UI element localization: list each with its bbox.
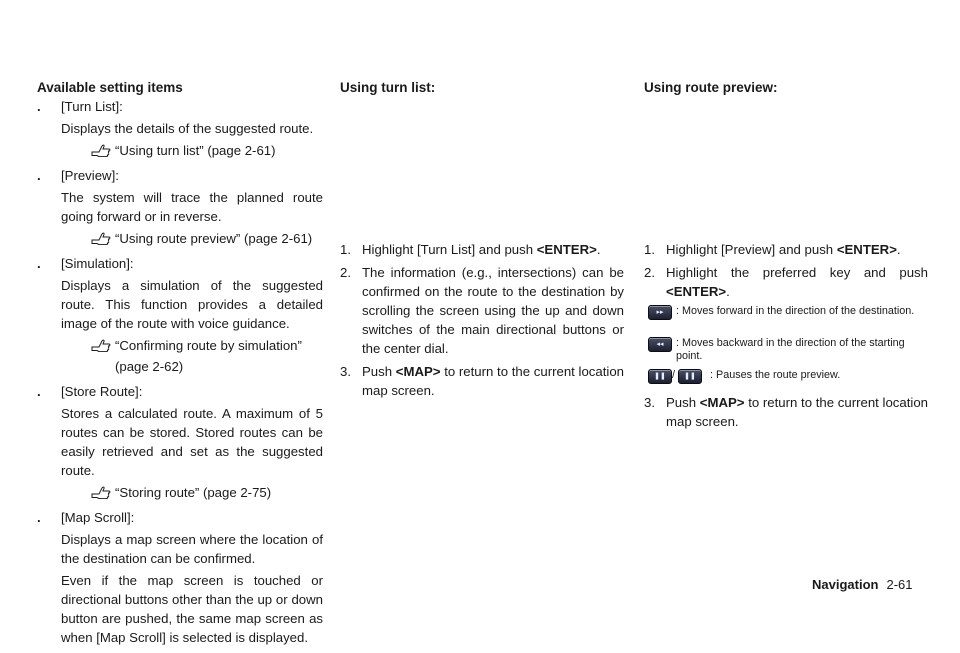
step-item: [644, 393, 928, 431]
step-number: 2.: [644, 265, 655, 280]
setting-item-header: [37, 508, 323, 527]
setting-item-body: [37, 276, 323, 376]
setting-item: [37, 97, 323, 160]
key-description: : Moves forward in the direction of the destination.: [676, 305, 915, 317]
turn-list-steps: [340, 240, 624, 404]
step-number: 2.: [340, 265, 351, 280]
hand-pointer-reference-icon: [91, 231, 111, 245]
setting-item-body: [37, 188, 323, 248]
setting-description: Displays a map screen where the location of the destination can be confirmed.: [61, 532, 323, 566]
bullet-marker: .: [37, 168, 41, 183]
section-heading-turn-list: Using turn list:: [340, 80, 436, 95]
setting-item: [37, 254, 323, 376]
reference-text: “Using route preview” (page 2-61): [115, 231, 313, 246]
step-text: Push: [666, 395, 700, 410]
step-item: [340, 240, 624, 259]
settings-list: [37, 97, 323, 653]
step-text-end: .: [726, 284, 730, 299]
step-text: Highlight [Turn List] and push: [362, 242, 537, 257]
setting-item-label: [Map Scroll]:: [61, 510, 135, 525]
page-reference: [61, 141, 323, 160]
page-footer: [812, 577, 913, 592]
bullet-marker: .: [37, 256, 41, 271]
step-item: [644, 263, 928, 301]
hand-pointer-reference-icon: [91, 143, 111, 157]
pause-backward-button-icon: ❚❚: [678, 369, 702, 384]
setting-item: [37, 166, 323, 248]
step-text-end: to return to the current location map screen.: [362, 364, 624, 398]
step-text: Highlight the preferred key and push: [666, 265, 928, 280]
step-text-end: to return to the current location map screen.: [666, 395, 928, 429]
key-name: <MAP>: [699, 395, 745, 410]
page-reference: [61, 229, 323, 248]
setting-item-body: [37, 119, 323, 160]
reference-text: “Confirming route by simulation”: [115, 338, 302, 353]
reference-text: “Storing route” (page 2-75): [115, 485, 272, 500]
page-reference: [61, 483, 323, 502]
key-name: <ENTER>: [836, 242, 897, 257]
page-reference: [61, 336, 323, 355]
forward-button-icon: ▸▸: [648, 305, 672, 320]
setting-item-label: [Turn List]:: [61, 99, 123, 114]
setting-item-header: [37, 382, 323, 401]
key-name: <ENTER>: [536, 242, 597, 257]
setting-description: Stores a calculated route. A maximum of 5 routes can be stored. Stored routes can be easily retrieved and set as the suggested route.: [61, 406, 323, 478]
section-heading-route-preview: Using route preview:: [644, 80, 778, 95]
step-number: 1.: [644, 242, 655, 257]
step-number: 1.: [340, 242, 351, 257]
key-row-pause: [644, 369, 928, 387]
key-description: : Moves backward in the direction of the starting point.: [676, 337, 905, 362]
setting-item-label: [Simulation]:: [61, 256, 134, 271]
step-text-end: .: [896, 242, 901, 257]
pause-forward-button-icon: ❚❚: [648, 369, 672, 384]
setting-description: Even if the map screen is touched or directional buttons other than the up or down button are pushed, the same map screen as when [Map Scroll] is selected is displayed.: [61, 573, 323, 645]
step-text: Highlight [Preview] and push: [666, 242, 837, 257]
step-item: [340, 263, 624, 358]
setting-item-label: [Store Route]:: [61, 384, 143, 399]
step-text: The information (e.g., intersections) can be confirmed on the route to the destination by scrolling the screen using the up and down switches of the main directional buttons or the center dial.: [362, 265, 624, 356]
reference-text: “Using turn list” (page 2-61): [115, 143, 276, 158]
setting-item: [37, 382, 323, 502]
key-separator: /: [672, 369, 675, 381]
bullet-marker: .: [37, 384, 41, 399]
step-number: 3.: [644, 395, 655, 410]
footer-section-name: Navigation: [812, 577, 879, 592]
reference-text-continued: (page 2-62): [115, 359, 184, 374]
step-item: [644, 240, 928, 259]
page-number: 2-61: [886, 577, 913, 592]
step-text: Push: [362, 364, 396, 379]
setting-description: The system will trace the planned route going forward or in reverse.: [61, 190, 323, 224]
setting-item-body: [37, 404, 323, 502]
step-text-end: .: [596, 242, 601, 257]
section-heading-available-settings: Available setting items: [37, 80, 183, 95]
key-row-backward: [644, 337, 928, 365]
setting-item-header: [37, 254, 323, 273]
bullet-marker: .: [37, 510, 41, 525]
setting-description: Displays a simulation of the suggested route. This function provides a detailed image of the route with voice guidance.: [61, 278, 323, 331]
backward-button-icon: ◂◂: [648, 337, 672, 352]
setting-description: Displays the details of the suggested route.: [61, 121, 314, 136]
key-name: <ENTER>: [666, 284, 727, 299]
setting-item-header: [37, 97, 323, 116]
setting-item-body: [37, 530, 323, 647]
hand-pointer-reference-icon: [91, 338, 111, 352]
key-row-forward: [644, 305, 928, 333]
step-number: 3.: [340, 364, 351, 379]
step-item: [340, 362, 624, 400]
bullet-marker: .: [37, 99, 41, 114]
hand-pointer-reference-icon: [91, 485, 111, 499]
key-description: : Pauses the route preview.: [710, 369, 841, 381]
route-preview-steps: [644, 240, 928, 435]
setting-item: [37, 508, 323, 647]
setting-item-label: [Preview]:: [61, 168, 119, 183]
setting-item-header: [37, 166, 323, 185]
preview-keys-list: [644, 305, 928, 387]
key-name: <MAP>: [395, 364, 441, 379]
